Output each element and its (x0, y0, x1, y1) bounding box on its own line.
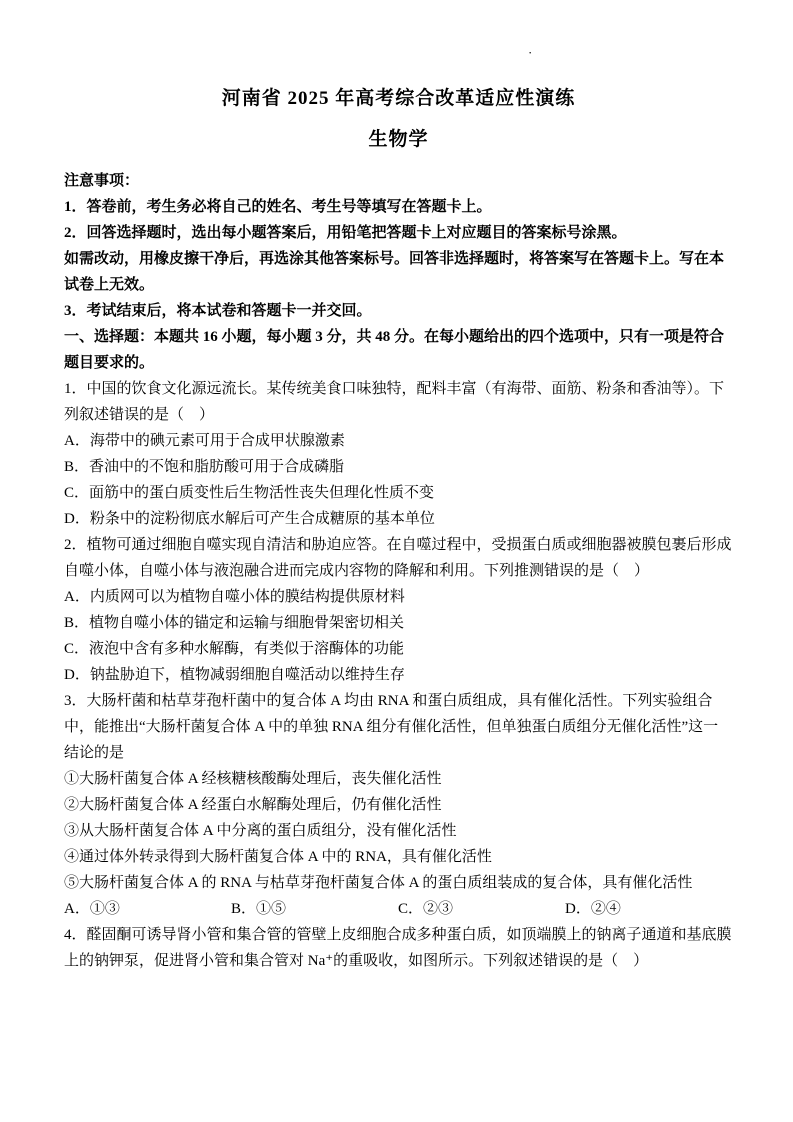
question-4-stem: 4．醛固酮可诱导肾小管和集合管的管壁上皮细胞合成多种蛋白质，如顶端膜上的钠离子通道和基底膜上的钠钾泵，促进肾小管和集合管对 Na⁺的重吸收，如图所示。下列叙述错误的是（ ） (64, 927, 732, 969)
question-4 (64, 922, 733, 974)
question-2-stem: 2．植物可通过细胞自噬实现自清洁和胁迫应答。在自噬过程中，受损蛋白质或细胞器被膜包裹后形成自噬小体，自噬小体与液泡融合进而完成内容物的降解和利用。下列推测错误的是（ ） (64, 537, 732, 579)
question-3-option-a: A．①③ (64, 901, 120, 917)
question-2-option-c: C．液泡中含有多种水解酶，有类似于溶酶体的功能 (64, 641, 405, 657)
question-3-statement-1: ①大肠杆菌复合体 A 经核糖核酸酶处理后，丧失催化活性 (64, 771, 442, 787)
question-2-option-b: B．植物自噬小体的锚定和运输与细胞骨架密切相关 (64, 615, 405, 631)
notice-item-1: 1．答卷前，考生务必将自己的姓名、考生号等填写在答题卡上。 (64, 199, 492, 215)
question-1-option-c: C．面筋中的蛋白质变性后生物活性丧失但理化性质不变 (64, 485, 435, 501)
question-3-options-row (64, 896, 733, 922)
question-2-option-d: D．钠盐胁迫下，植物减弱细胞自噬活动以维持生存 (64, 667, 405, 683)
notice-item-2: 2．回答选择题时，选出每小题答案后，用铅笔把答题卡上对应题目的答案标号涂黑。 (64, 225, 627, 241)
question-1-option-a: A．海带中的碘元素可用于合成甲状腺激素 (64, 433, 345, 449)
question-1-option-b: B．香油中的不饱和脂肪酸可用于合成磷脂 (64, 459, 345, 475)
notice-item-3: 3．考试结束后，将本试卷和答题卡一并交回。 (64, 303, 372, 319)
section-one-heading: 一、选择题：本题共 16 小题，每小题 3 分，共 48 分。在每小题给出的四个选项中，只有一项是符合题目要求的。 (64, 329, 725, 371)
question-3-statement-3: ③从大肠杆菌复合体 A 中分离的蛋白质组分，没有催化活性 (64, 823, 457, 839)
question-3-option-d: D．②④ (565, 901, 621, 917)
question-3-statement-2: ②大肠杆菌复合体 A 经蛋白水解酶处理后，仍有催化活性 (64, 797, 442, 813)
question-3-stem: 3．大肠杆菌和枯草芽孢杆菌中的复合体 A 均由 RNA 和蛋白质组成，具有催化活性。下列实验组合中，能推出“大肠杆菌复合体 A 中的单独 RNA 组分有催化活性，但单独蛋白质组分无催化活性”这一结论的是 (64, 693, 719, 761)
question-2 (64, 532, 733, 688)
question-3-option-b: B．①⑤ (231, 901, 287, 917)
question-3-statement-5: ⑤大肠杆菌复合体 A 的 RNA 与枯草芽孢杆菌复合体 A 的蛋白质组装成的复合体，具有催化活性 (64, 875, 693, 891)
notice-heading: 注意事项： (64, 173, 140, 189)
question-3-statement-4: ④通过体外转录得到大肠杆菌复合体 A 中的 RNA，具有催化活性 (64, 849, 492, 865)
question-1-option-d: D．粉条中的淀粉彻底水解后可产生合成糖原的基本单位 (64, 511, 435, 527)
question-1-stem: 1．中国的饮食文化源远流长。某传统美食口味独特，配料丰富（有海带、面筋、粉条和香油等）。下列叙述错误的是（ ） (64, 381, 725, 423)
stray-mark: · (528, 45, 533, 60)
question-3 (64, 688, 733, 922)
question-3-option-c: C．②③ (398, 901, 454, 917)
exam-title: 河南省 2025 年高考综合改革适应性演练 (221, 88, 576, 109)
question-2-option-a: A．内质网可以为植物自噬小体的膜结构提供原材料 (64, 589, 405, 605)
notice-item-2-continued: 如需改动，用橡皮擦干净后，再选涂其他答案标号。回答非选择题时，将答案写在答题卡上。写在本试卷上无效。 (64, 251, 725, 293)
exam-subject: 生物学 (368, 129, 429, 150)
notice-section (64, 168, 733, 324)
question-1 (64, 376, 733, 532)
